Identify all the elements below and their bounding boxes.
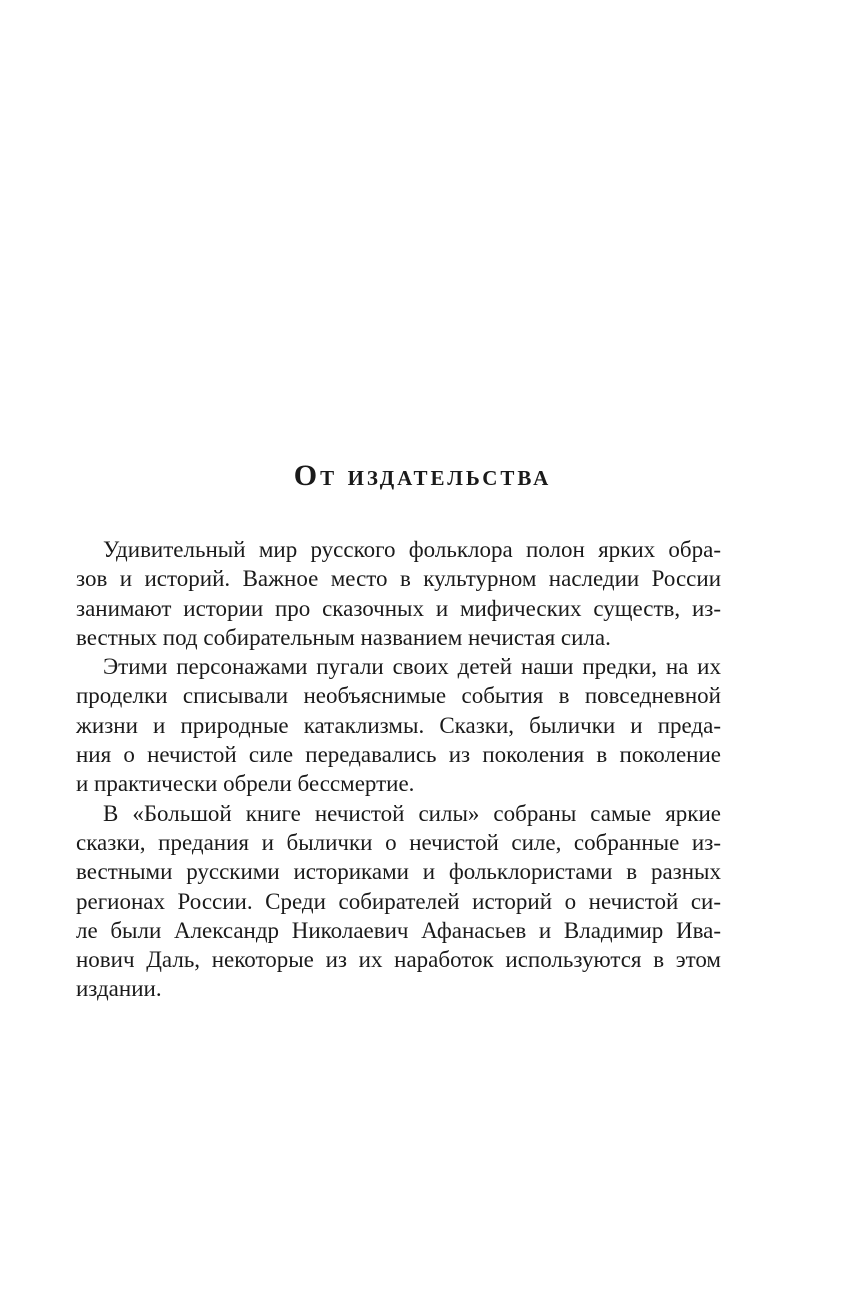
paragraph-1-line-2: зов и историй. Важное место в культурном наследии России — [76, 566, 721, 592]
paragraph-1-line-3: занимают истории про сказочных и мифических существ, из- — [76, 595, 721, 621]
paragraph-3-line-6: нович Даль, некоторые из их наработок используются в этом — [76, 947, 721, 973]
body-text — [76, 535, 721, 1004]
paragraph-3-line-2: сказки, предания и былички о нечистой силе, собранные из- — [76, 829, 721, 855]
paragraph-3-line-1: В «Большой книге нечистой силы» собраны самые яркие — [103, 800, 721, 826]
paragraph-2-line-3: жизни и природные катаклизмы. Сказки, былички и преда- — [76, 712, 721, 738]
page-title: От издательства — [293, 459, 552, 492]
paragraph-3-line-7: издании. — [76, 976, 162, 1002]
paragraph-3-line-4: регионах России. Среди собирателей историй о нечистой си- — [76, 888, 721, 914]
paragraph-2-line-4: ния о нечистой силе передавались из поколения в поколение — [76, 742, 721, 768]
paragraph-2-line-5: и практически обрели бессмертие. — [76, 771, 415, 797]
paragraph-2-line-2: проделки списывали необъяснимые события в повседневной — [76, 683, 721, 709]
paragraph-2-line-1: Этими персонажами пугали своих детей наши предки, на их — [103, 654, 721, 680]
paragraph-1-line-4: вестных под собирательным названием нечистая сила. — [76, 624, 611, 650]
paragraph-1-line-1: Удивительный мир русского фольклора полон ярких обра- — [103, 537, 721, 562]
paragraph-3-line-3: вестными русскими историками и фольклористами в разных — [76, 859, 721, 885]
paragraph-3-line-5: ле были Александр Николаевич Афанасьев и Владимир Ива- — [76, 917, 721, 943]
